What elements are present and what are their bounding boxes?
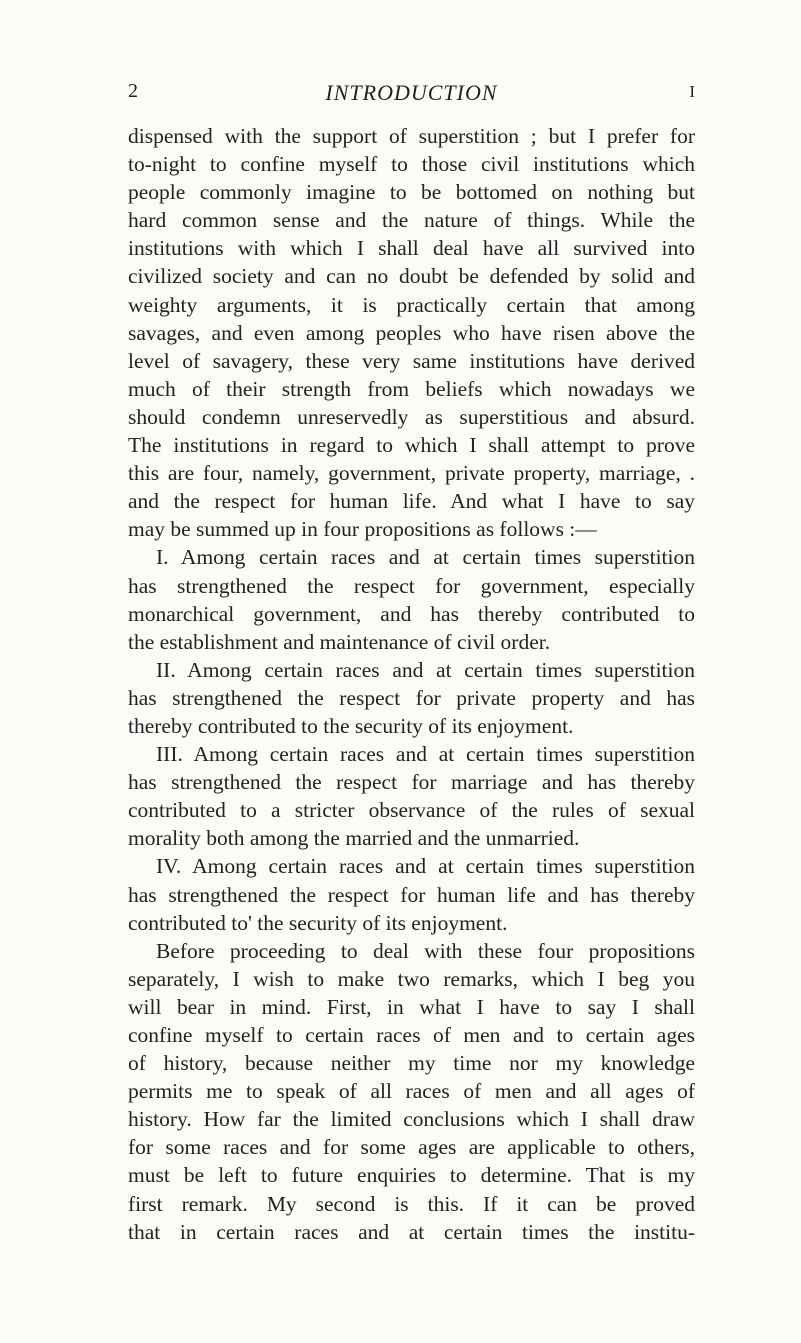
proposition-line: III. Among certain races and at certain times superstition	[156, 742, 695, 767]
text-line: civilized society and can no doubt be defended by solid and	[128, 264, 695, 289]
text-line: for some races and for some ages are applicable to others,	[128, 1135, 695, 1160]
text-line: should condemn unreservedly as superstitious and absurd.	[128, 404, 695, 429]
text-line: history. How far the limited conclusions which I shall draw	[128, 1107, 695, 1132]
proposition-line: II. Among certain races and at certain times superstition	[156, 657, 695, 682]
page-header	[128, 80, 695, 110]
text-line: people commonly imagine to be bottomed on nothing but	[128, 180, 695, 205]
text-line: weighty arguments, it is practically certain that among	[128, 292, 695, 317]
text-line: morality both among the married and the unmarried.	[128, 826, 580, 851]
text-line: first remark. My second is this. If it can be proved	[128, 1191, 695, 1216]
text-line: that in certain races and at certain times the institu-	[128, 1219, 695, 1244]
text-line: may be summed up in four propositions as follows :—	[128, 517, 597, 542]
text-line: level of savagery, these very same institutions have derived	[128, 348, 695, 373]
text-line: much of their strength from beliefs which nowadays we	[128, 376, 695, 401]
text-line: and the respect for human life. And what I have to say	[128, 489, 695, 514]
text-line: hard common sense and the nature of things. While the	[128, 208, 695, 233]
proposition-line: IV. Among certain races and at certain times superstition	[156, 854, 695, 879]
body-text	[128, 122, 695, 1246]
running-title: INTRODUCTION	[325, 80, 498, 105]
paragraph-start-line: Before proceeding to deal with these four propositions	[156, 938, 695, 963]
text-line: has strengthened the respect for human life and has thereby	[128, 882, 695, 907]
text-line: must be left to future enquiries to determine. That is my	[128, 1163, 695, 1188]
text-line: separately, I wish to make two remarks, which I beg you	[128, 966, 695, 991]
text-line: of history, because neither my time nor my knowledge	[128, 1051, 695, 1076]
text-line: institutions with which I shall deal have all survived into	[128, 236, 695, 261]
proposition-line: I. Among certain races and at certain times superstition	[156, 545, 695, 570]
text-line: The institutions in regard to which I shall attempt to prove	[128, 433, 695, 458]
text-line: confine myself to certain races of men and to certain ages	[128, 1023, 695, 1047]
text-line: will bear in mind. First, in what I have to say I shall	[128, 994, 695, 1019]
section-number: I	[689, 82, 695, 101]
text-line: has strengthened the respect for marriage and has thereby	[128, 770, 695, 795]
text-line: monarchical government, and has thereby contributed to	[128, 601, 695, 626]
text-line: the establishment and maintenance of civil order.	[128, 629, 551, 654]
text-line: permits me to speak of all races of men and all ages of	[128, 1079, 695, 1104]
text-line: to-night to confine myself to those civil institutions which	[128, 152, 695, 177]
text-line: thereby contributed to the security of its enjoyment.	[128, 713, 574, 738]
text-line: contributed to a stricter observance of the rules of sexual	[128, 798, 695, 823]
text-line: has strengthened the respect for private property and has	[128, 685, 695, 710]
text-line: dispensed with the support of superstition ; but I prefer for	[128, 124, 695, 148]
text-line: savages, and even among peoples who have risen above the	[128, 320, 695, 345]
text-line: contributed to' the security of its enjoyment.	[128, 910, 508, 935]
text-line: has strengthened the respect for government, especially	[128, 573, 695, 598]
page-number: 2	[128, 80, 138, 102]
text-line: this are four, namely, government, private property, marriage, .	[128, 461, 695, 486]
